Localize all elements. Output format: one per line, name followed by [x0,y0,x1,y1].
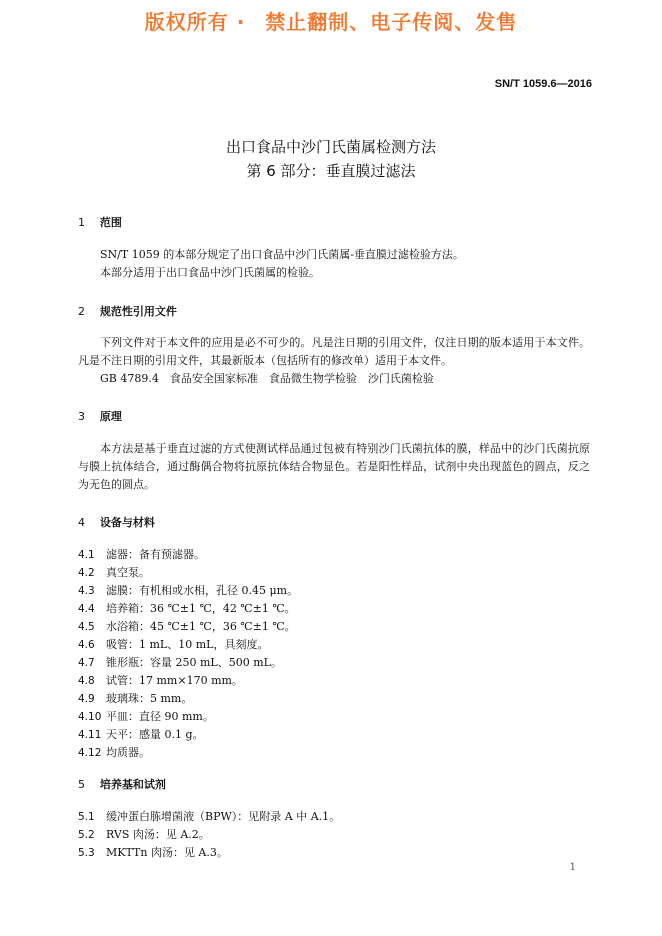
section-title: 设备与材料 [99,516,155,529]
item-number: 5.3 [78,847,95,859]
section-title: 范围 [99,216,122,229]
item-number: 4.9 [78,693,95,705]
section-title: 原理 [99,410,122,423]
banner-part2: 禁止翻制、电子传阅、发售 [265,10,518,34]
item-number: 4.12 [78,747,102,759]
list-item [78,564,150,580]
reference-item: GB 4789.4 食品安全国家标准 食品微生物学检验 沙门氏菌检验 [100,372,434,385]
item-text: 均质器。 [106,746,150,759]
banner-part1: 版权所有 · [144,10,246,34]
item-number: 4.3 [78,585,95,597]
copyright-banner [0,6,662,35]
document-title: 出口食品中沙门氏菌属检测方法 [225,138,436,156]
item-number: 4.11 [78,729,102,741]
item-text: 培养箱：36 ℃±1 ℃，42 ℃±1 ℃。 [106,602,296,615]
item-text: RVS 肉汤：见 A.2。 [106,828,210,841]
list-item [78,844,228,860]
list-item [78,600,296,616]
list-item [78,618,296,634]
item-text: 缓冲蛋白胨增菌液（BPW）：见附录 A 中 A.1。 [106,810,341,823]
item-text: 试管：17 mm×170 mm。 [106,674,243,687]
section-title: 规范性引用文件 [99,305,177,318]
item-number: 4.5 [78,621,95,633]
item-text: 水浴箱：45 ℃±1 ℃，36 ℃±1 ℃。 [106,620,296,633]
section-1-heading [78,214,122,230]
section-number: 2 [78,305,85,318]
item-number: 4.1 [78,549,95,561]
list-item [78,654,282,670]
item-number: 4.8 [78,675,95,687]
list-item [78,546,205,562]
standard-number: SN/T 1059.6—2016 [494,78,592,90]
document-subtitle: 第 6 部分：垂直膜过滤法 [246,162,416,180]
item-text: 天平：感量 0.1 g。 [106,728,204,741]
paragraph: 本方法是基于垂直过滤的方式使测试样品通过包被有特别沙门氏菌抗体的膜，样品中的沙门氏菌抗原与膜上抗体结合，通过酶偶合物将抗原抗体结合物显色。若是阳性样品，试剂中央出现蓝色的圆点，反之为无色的圆点。 [78,442,590,491]
section-5-heading [78,776,166,792]
paragraph: 本部分适用于出口食品中沙门氏菌属的检验。 [100,266,320,279]
section-4-heading [78,514,155,530]
paragraph: SN/T 1059 的本部分规定了出口食品中沙门氏菌属-垂直膜过滤检验方法。 [100,248,464,261]
item-text: 滤器：备有预滤器。 [106,548,205,561]
item-number: 5.2 [78,829,95,841]
item-number: 5.1 [78,811,95,823]
section-title: 培养基和试剂 [99,778,166,791]
item-number: 4.10 [78,711,102,723]
list-item [78,826,210,842]
item-text: 吸管：1 mL、10 mL，具刻度。 [106,638,269,651]
item-text: 平皿：直径 90 mm。 [106,710,214,723]
list-item [78,744,150,760]
list-item [78,726,204,742]
page-number: 1 [569,862,576,873]
item-number: 4.4 [78,603,95,615]
section-number: 3 [78,410,85,423]
item-text: 玻璃珠：5 mm。 [106,692,193,705]
list-item [78,672,243,688]
item-text: 滤膜：有机相或水相，孔径 0.45 μm。 [106,584,299,597]
list-item [78,808,340,824]
list-item [78,690,192,706]
item-number: 4.2 [78,567,95,579]
list-item [78,708,214,724]
section-number: 4 [78,516,85,529]
item-number: 4.6 [78,639,95,651]
item-text: 锥形瓶：容量 250 mL、500 mL。 [106,656,282,669]
section-number: 5 [78,778,85,791]
section-2-heading [78,303,177,319]
list-item [78,636,268,652]
section-3-heading [78,408,122,424]
list-item [78,582,298,598]
item-text: 真空泵。 [106,566,150,579]
item-text: MKTTn 肉汤：见 A.3。 [106,846,228,859]
item-number: 4.7 [78,657,95,669]
paragraph: 下列文件对于本文件的应用是必不可少的。凡是注日期的引用文件，仅注日期的版本适用于本文件。凡是不注日期的引用文件，其最新版本（包括所有的修改单）适用于本文件。 [78,336,590,367]
section-number: 1 [78,216,85,229]
